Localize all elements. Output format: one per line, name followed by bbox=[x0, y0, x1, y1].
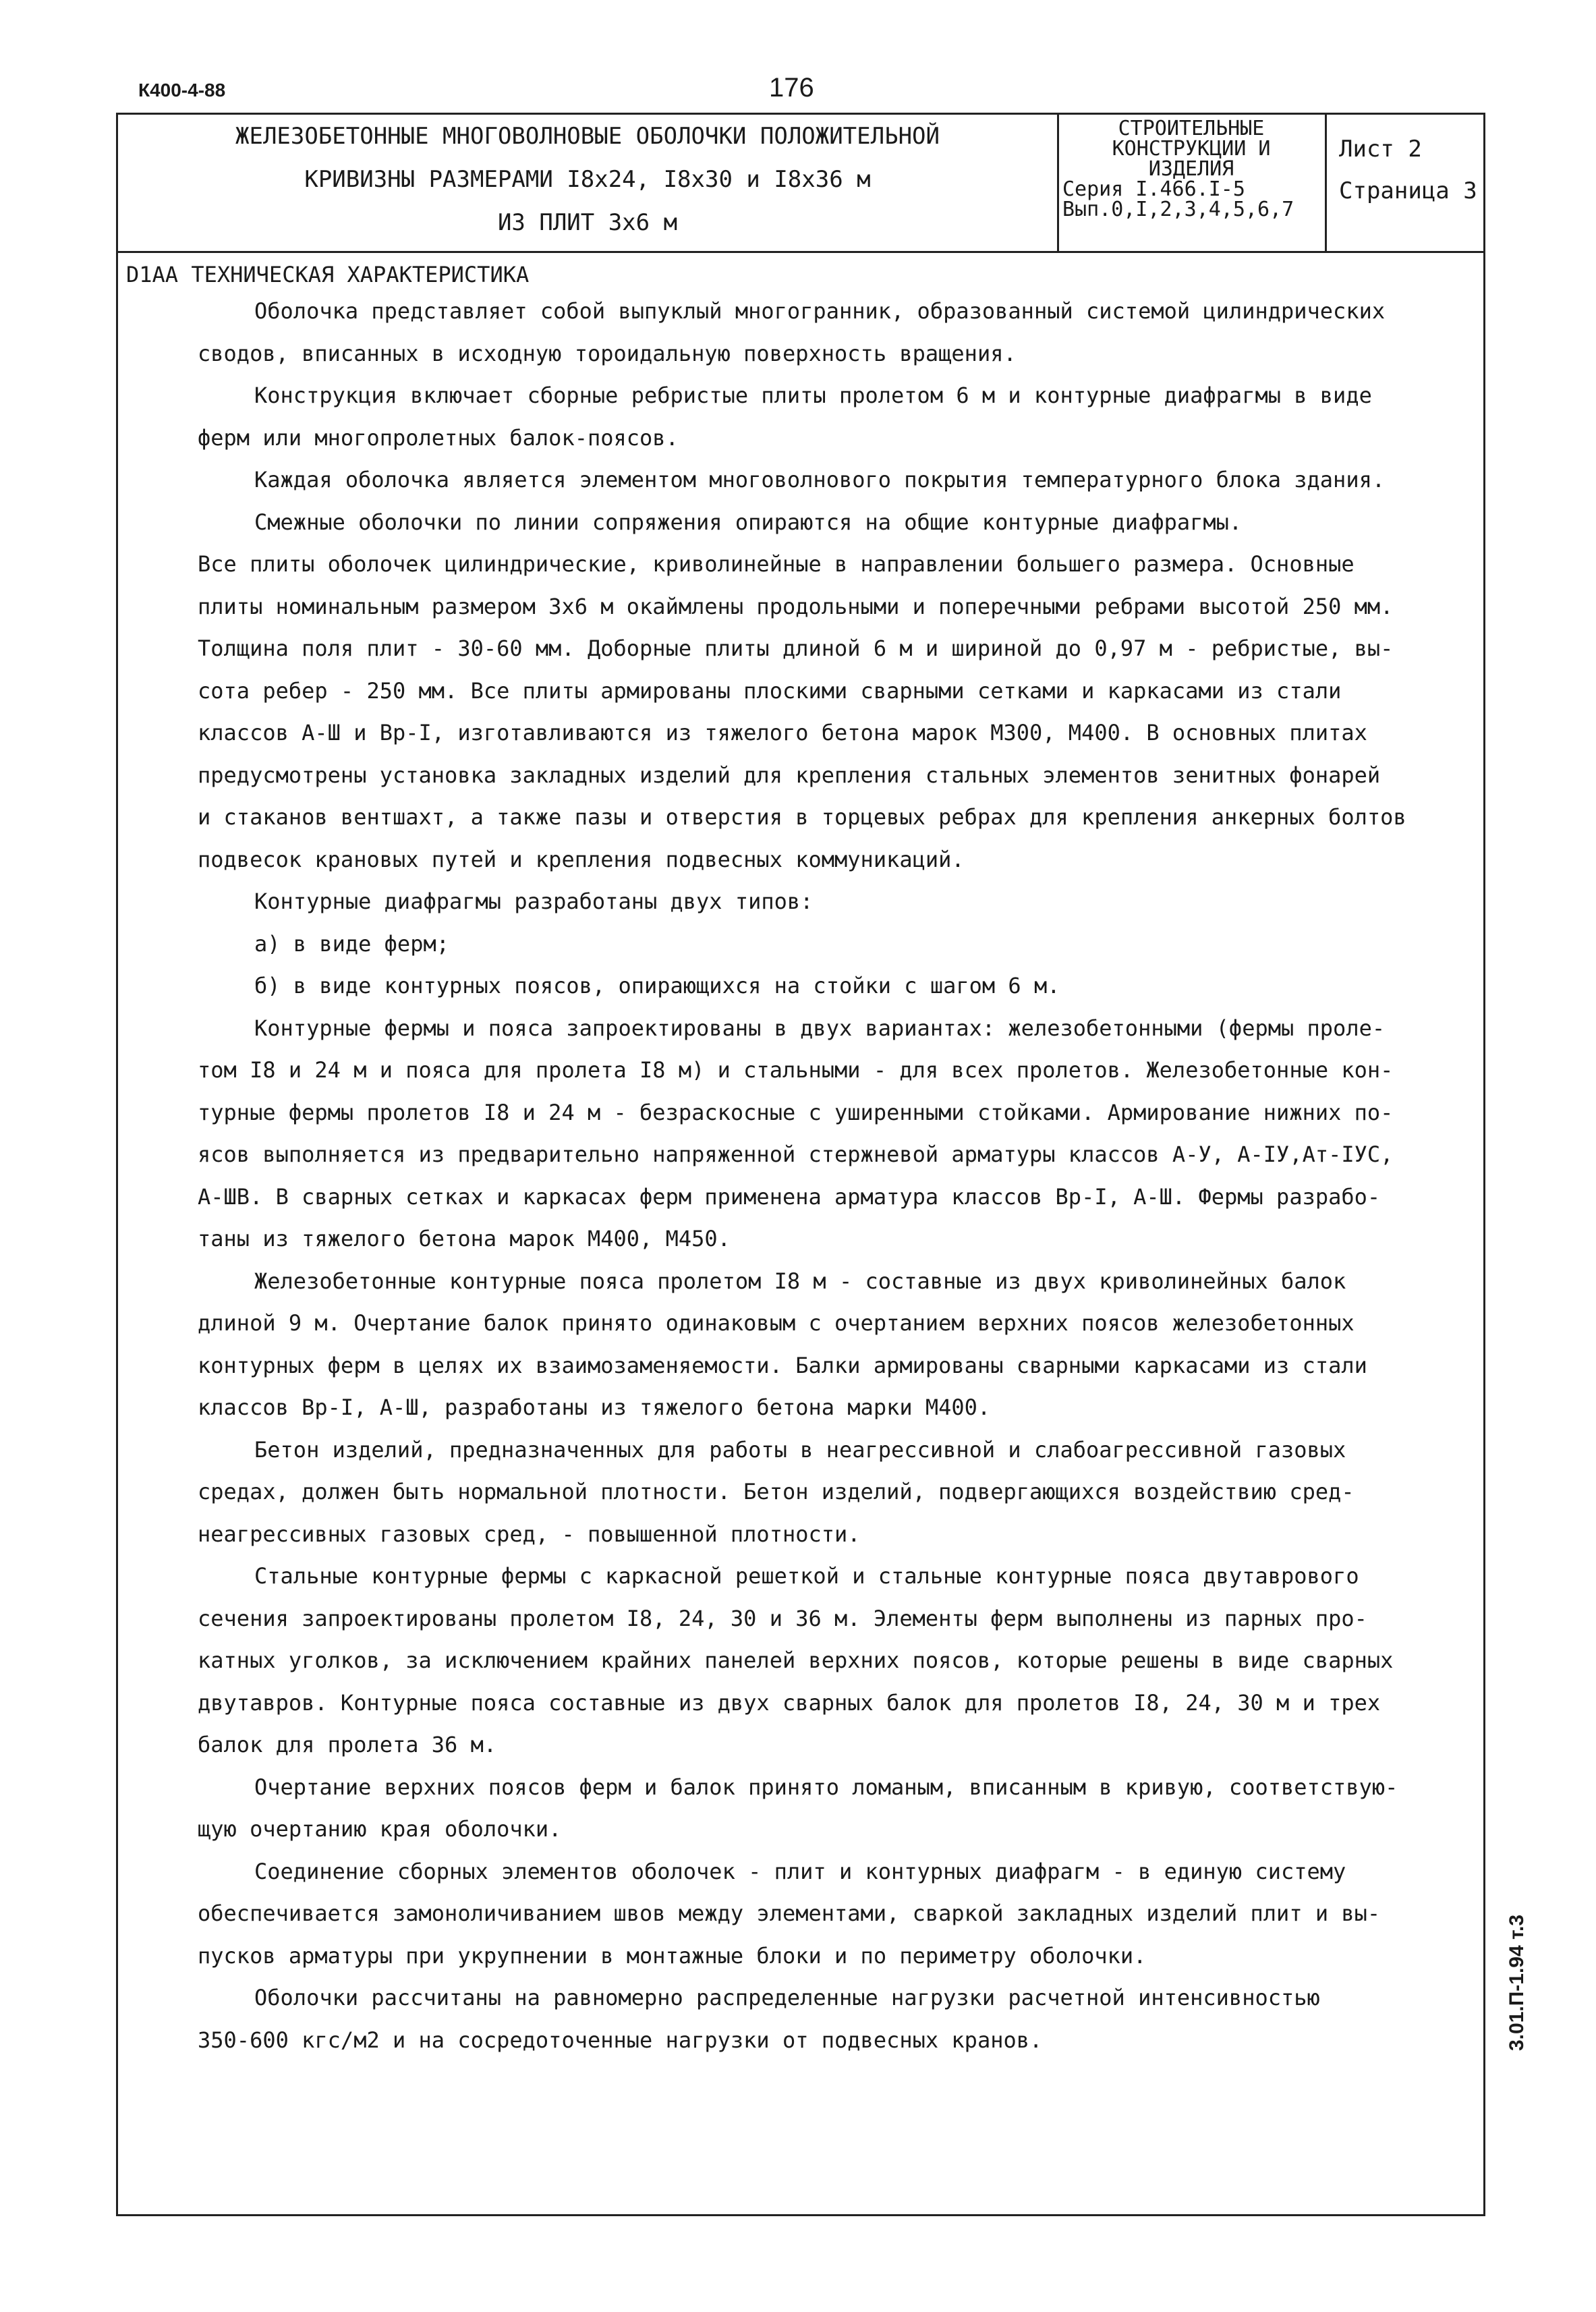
text-line: том I8 и 24 м и пояса для пролета I8 м) и стальными - для всех пролетов. Железобетонные кон- bbox=[198, 1057, 1394, 1083]
text-line: а) в виде ферм; bbox=[254, 930, 449, 957]
text-line: Все плиты оболочек цилиндрические, криволинейные в направлении большего размера. Основные bbox=[198, 551, 1355, 577]
section-title: ТЕХНИЧЕСКАЯ ХАРАКТЕРИСТИКА bbox=[191, 262, 530, 287]
text-line: длиной 9 м. Очертание балок принято одинаковым с очертанием верхних поясов железобетонных bbox=[198, 1310, 1355, 1336]
text-line: плиты номинальным размером 3x6 м окаймлены продольными и поперечными ребрами высотой 250 мм. bbox=[198, 593, 1394, 619]
text-line: Смежные оболочки по линии сопряжения опираются на общие контурные диафрагмы. bbox=[254, 509, 1243, 535]
text-line: щую очертанию края оболочки. bbox=[198, 1816, 562, 1842]
text-line: Бетон изделий, предназначенных для работы в неагрессивной и слабоагрессивной газовых bbox=[254, 1436, 1346, 1463]
text-line: А-ШВ. В сварных сетках и каркасах ферм применена арматура классов Вр-I, А-Ш. Фермы разрабо- bbox=[198, 1183, 1381, 1210]
text-line: ферм или многопролетных балок-поясов. bbox=[198, 424, 679, 451]
text-line: предусмотрены установка закладных изделий для крепления стальных элементов зенитных фонарей bbox=[198, 762, 1381, 788]
series-line: Вып.0,I,2,3,4,5,6,7 bbox=[1062, 198, 1294, 221]
text-line: балок для пролета 36 м. bbox=[198, 1732, 497, 1757]
text-line: сота ребер - 250 мм. Все плиты армированы плоскими сварными сетками и каркасами из стали bbox=[198, 677, 1342, 704]
page-number: 176 bbox=[769, 73, 814, 103]
header-bottom-rule bbox=[118, 251, 1483, 253]
text-line: Контурные диафрагмы разработаны двух типов: bbox=[254, 889, 814, 914]
title-line: ИЗ ПЛИТ 3x6 м bbox=[497, 209, 678, 236]
text-line: неагрессивных газовых сред, - повышенной плотности. bbox=[198, 1521, 861, 1547]
text-line: ясов выполняется из предварительно напряженной стержневой арматуры классов А-У, А-IУ,Ат-IУС, bbox=[198, 1141, 1394, 1167]
text-line: и стаканов вентшахт, а также пазы и отверстия в торцевых ребрах для крепления анкерных болтов bbox=[198, 804, 1406, 830]
series-line: СТРОИТЕЛЬНЫЕ bbox=[1118, 117, 1265, 140]
text-line: 350-600 кгс/м2 и на сосредоточенные нагрузки от подвесных кранов. bbox=[198, 2027, 1043, 2053]
text-line: Контурные фермы и пояса запроектированы в двух вариантах: железобетонными (фермы проле- bbox=[254, 1015, 1386, 1041]
sheet-page: Страница 3 bbox=[1339, 177, 1477, 204]
document-title bbox=[118, 115, 1057, 251]
sheet-number: Лист 2 bbox=[1339, 136, 1422, 163]
text-line: катных уголков, за исключением крайних панелей верхних поясов, которые решены в виде сварных bbox=[198, 1647, 1394, 1673]
section-code: D1AA bbox=[126, 262, 179, 287]
text-line: Оболочка представляет собой выпуклый многогранник, образованный системой цилиндрических bbox=[254, 298, 1386, 324]
title-line: ЖЕЛЕЗОБЕТОННЫЕ МНОГОВОЛНОВЫЕ ОБОЛОЧКИ ПОЛОЖИТЕЛЬНОЙ bbox=[235, 123, 940, 150]
section-heading bbox=[126, 262, 529, 287]
text-line: классов Вр-I, А-Ш, разработаны из тяжелого бетона марки М400. bbox=[198, 1394, 991, 1420]
series-line: Серия I.466.I-5 bbox=[1062, 177, 1245, 201]
text-line: Стальные контурные фермы с каркасной решеткой и стальные контурные пояса двутаврового bbox=[254, 1563, 1359, 1589]
series-line: ИЗДЕЛИЯ bbox=[1148, 157, 1234, 181]
text-line: двутавров. Контурные пояса составные из двух сварных балок для пролетов I8, 24, 30 м и трех bbox=[198, 1689, 1381, 1716]
sheet-info bbox=[1339, 128, 1484, 212]
text-line: Оболочки рассчитаны на равномерно распределенные нагрузки расчетной интенсивностью bbox=[254, 1985, 1320, 2010]
text-line: Конструкция включает сборные ребристые плиты пролетом 6 м и контурные диафрагмы в виде bbox=[254, 383, 1372, 408]
document-code: К400-4-88 bbox=[138, 80, 226, 101]
text-line: сводов, вписанных в исходную тороидальную поверхность вращения. bbox=[198, 340, 1017, 366]
side-document-code: 3.01.П-1.94 т.3 bbox=[1506, 1914, 1528, 2051]
series-line: КОНСТРУКЦИИ И bbox=[1112, 137, 1271, 161]
series-info bbox=[1062, 119, 1320, 220]
text-line: обеспечивается замоноличиванием швов между элементами, сваркой закладных изделий плит и вы- bbox=[198, 1900, 1381, 1926]
text-line: б) в виде контурных поясов, опирающихся на стойки с шагом 6 м. bbox=[254, 973, 1060, 998]
text-line: Каждая оболочка является элементом многоволнового покрытия температурного блока здания. bbox=[254, 467, 1386, 492]
text-line: сечения запроектированы пролетом I8, 24, 30 и 36 м. Элементы ферм выполнены из парных про- bbox=[198, 1605, 1367, 1631]
document-frame bbox=[116, 113, 1485, 2216]
text-line: Железобетонные контурные пояса пролетом I8 м - составные из двух криволинейных балок bbox=[254, 1268, 1346, 1294]
body-text bbox=[198, 290, 1479, 2061]
text-line: таны из тяжелого бетона марок М400, М450. bbox=[198, 1226, 731, 1251]
header-divider bbox=[1325, 115, 1327, 251]
title-line: КРИВИЗНЫ РАЗМЕРАМИ I8x24, I8x30 и I8x36 м bbox=[304, 166, 871, 193]
text-line: Соединение сборных элементов оболочек - плит и контурных диафрагм - в единую систему bbox=[254, 1858, 1346, 1884]
text-line: пусков арматуры при укрупнении в монтажные блоки и по периметру оболочки. bbox=[198, 1942, 1147, 1969]
text-line: Очертание верхних поясов ферм и балок принято ломаным, вписанным в кривую, соответствую- bbox=[254, 1774, 1398, 1800]
text-line: классов А-Ш и Вр-I, изготавливаются из тяжелого бетона марок М300, М400. В основных плитах bbox=[198, 720, 1367, 745]
header-divider bbox=[1057, 115, 1059, 251]
text-line: турные фермы пролетов I8 и 24 м - безраскосные с уширенными стойками. Армирование нижних по- bbox=[198, 1099, 1394, 1125]
text-line: подвесок крановых путей и крепления подвесных коммуникаций. bbox=[198, 846, 965, 872]
text-line: Толщина поля плит - 30-60 мм. Доборные плиты длиной 6 м и шириной до 0,97 м - ребристые, вы- bbox=[198, 636, 1394, 661]
text-line: средах, должен быть нормальной плотности. Бетон изделий, подвергающихся воздействию сред- bbox=[198, 1479, 1355, 1504]
text-line: контурных ферм в целях их взаимозаменяемости. Балки армированы сварными каркасами из стали bbox=[198, 1352, 1367, 1378]
